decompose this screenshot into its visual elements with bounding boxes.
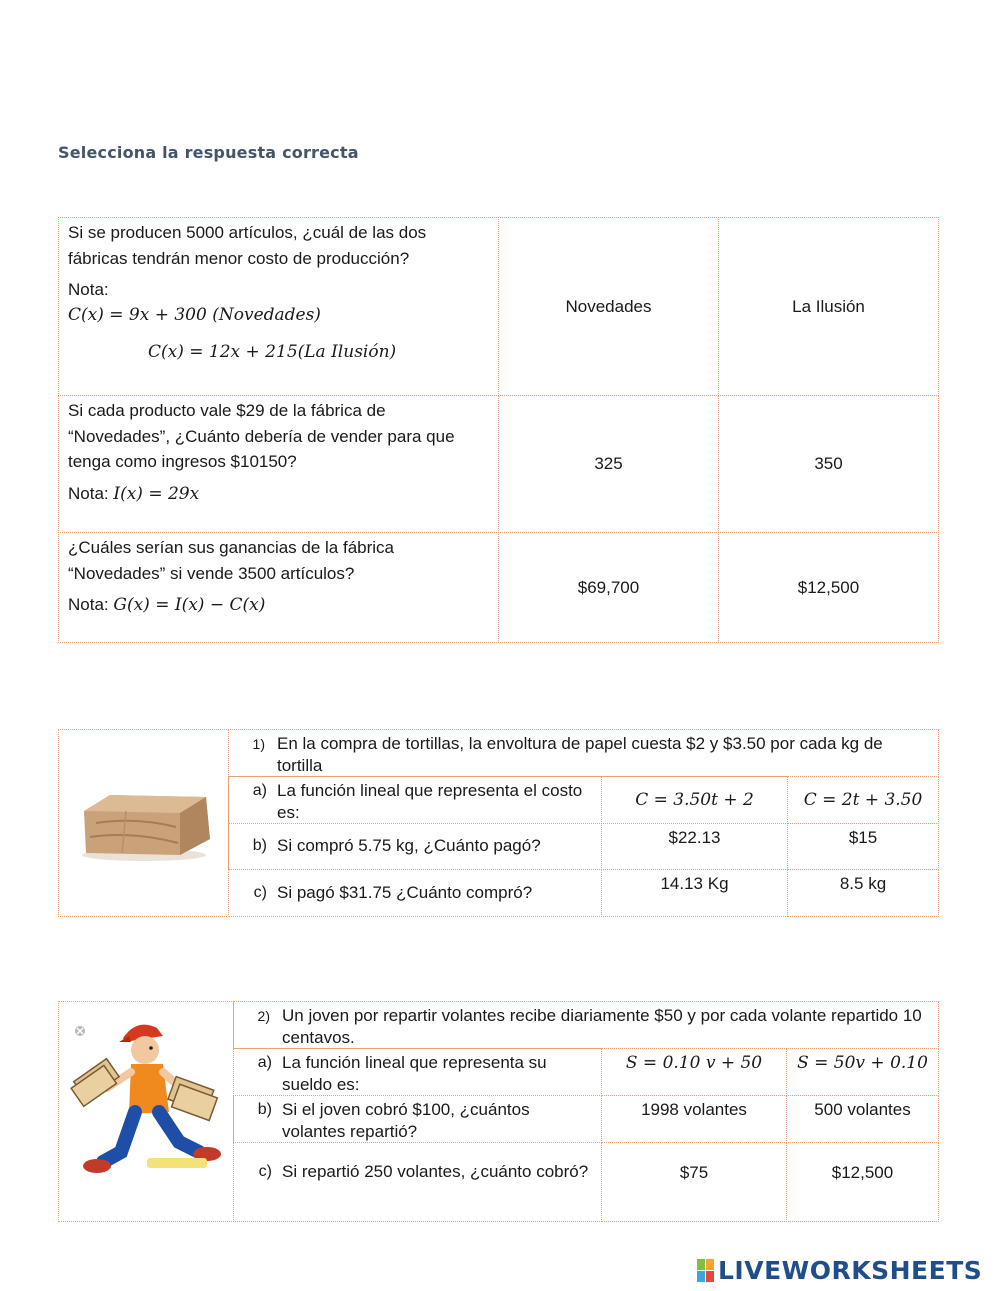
answer-option[interactable]: [601, 1095, 787, 1143]
letter-label: a): [257, 1054, 272, 1071]
formula-income: I(x) = 29x: [113, 483, 200, 504]
sub-question-text: La función lineal que representa su sueldo es:: [282, 1053, 547, 1094]
sub-question-b: [233, 1095, 602, 1143]
option-label: S = 0.10 v + 50: [625, 1053, 763, 1073]
option-label: 1998 volantes: [641, 1100, 747, 1119]
logo-text: LIVEWORKSHEETS: [718, 1256, 983, 1285]
option-label: 14.13 Kg: [660, 874, 729, 893]
note-label: Nota:: [68, 595, 109, 614]
answer-option[interactable]: [786, 1048, 939, 1096]
option-label: $15: [848, 828, 878, 847]
letter-label: b): [252, 837, 267, 854]
answer-option[interactable]: [498, 532, 719, 643]
note-label: Nota:: [68, 483, 109, 503]
letter-label: a): [252, 782, 267, 799]
answer-option[interactable]: [601, 823, 788, 870]
answer-option[interactable]: [498, 217, 719, 396]
factory-questions-table: [58, 217, 939, 643]
option-label: $22.13: [668, 828, 721, 847]
answer-option[interactable]: [787, 869, 939, 917]
option-label: C = 3.50t + 2: [635, 790, 754, 810]
formula-profit: G(x) = I(x) − C(x): [113, 595, 266, 615]
sub-question-c: [228, 869, 602, 917]
liveworksheets-logo: [697, 1256, 982, 1285]
sub-question-text: Si compró 5.75 kg, ¿Cuánto pagó?: [277, 836, 541, 855]
sub-question-text: Si repartió 250 volantes, ¿cuánto cobró?: [282, 1162, 589, 1181]
answer-option[interactable]: [786, 1095, 939, 1143]
option-label: La Ilusión: [792, 296, 865, 316]
question-text: Si cada producto vale $29 de la fábrica de “Novedades”, ¿Cuánto debería de vender para que tenga como ingresos $10150?: [68, 401, 455, 471]
answer-option[interactable]: [718, 217, 939, 396]
option-label: C = 2t + 3.50: [803, 790, 923, 810]
question-text: Si se producen 5000 artículos, ¿cuál de las dos fábricas tendrán menor costo de producción?: [68, 223, 427, 268]
sub-question-text: Si pagó $31.75 ¿Cuánto compró?: [277, 883, 533, 902]
answer-option[interactable]: [601, 1048, 787, 1096]
option-label: $75: [679, 1163, 709, 1182]
answer-option[interactable]: [787, 776, 939, 824]
option-label: $12,500: [831, 1163, 894, 1182]
letter-label: b): [257, 1101, 272, 1118]
answer-option[interactable]: [498, 395, 719, 533]
delivery-boy-icon: [59, 1002, 229, 1217]
formula-novedades: C(x) = 9x + 300 (Novedades): [68, 304, 321, 325]
option-label: S = 50v + 0.10: [797, 1053, 928, 1073]
letter-label: c): [253, 884, 267, 901]
question-cell-2: [58, 395, 499, 533]
option-label: 325: [594, 454, 623, 473]
answer-option[interactable]: [601, 1142, 787, 1222]
paper-package-icon: [76, 783, 212, 863]
answer-option[interactable]: [787, 823, 939, 870]
paper-package-image: [58, 729, 229, 917]
formula-la-ilusion: C(x) = 12x + 215(La Ilusión): [148, 342, 397, 362]
option-label: 500 volantes: [814, 1100, 911, 1119]
sub-question-text: Si el joven cobró $100, ¿cuántos volantes repartió?: [282, 1100, 530, 1141]
delivery-boy-image: [58, 1001, 234, 1222]
tortillas-table: [58, 729, 939, 917]
sub-question-a: [233, 1048, 602, 1096]
problem-text: En la compra de tortillas, la envoltura de papel cuesta $2 y $3.50 por cada kg de tortilla: [277, 734, 883, 775]
answer-option[interactable]: [601, 776, 788, 824]
problem-statement: [233, 1001, 939, 1049]
option-label: Novedades: [565, 296, 652, 316]
logo-blocks-icon: [697, 1259, 714, 1282]
answer-option[interactable]: [601, 869, 788, 917]
note-label: Nota:: [68, 280, 109, 299]
problem-text: Un joven por repartir volantes recibe diariamente $50 y por cada volante repartido 10 centavos.: [282, 1006, 922, 1047]
answer-option[interactable]: [786, 1142, 939, 1222]
option-label: 350: [814, 454, 843, 473]
problem-statement: [228, 729, 939, 777]
letter-label: c): [258, 1163, 272, 1180]
problem-number: 1): [252, 736, 265, 752]
volantes-table: [58, 1001, 939, 1222]
question-cell-3: [58, 532, 499, 643]
question-cell-1: [58, 217, 499, 396]
sub-question-a: [228, 776, 602, 824]
answer-option[interactable]: [718, 532, 939, 643]
answer-option[interactable]: [718, 395, 939, 533]
option-label: 8.5 kg: [839, 874, 887, 893]
question-text: ¿Cuáles serían sus ganancias de la fábrica “Novedades” si vende 3500 artículos?: [68, 538, 395, 583]
option-label: $12,500: [797, 577, 860, 597]
sub-question-b: [228, 823, 602, 870]
sub-question-c: [233, 1142, 602, 1222]
page-heading: Selecciona la respuesta correcta: [58, 143, 359, 162]
problem-number: 2): [257, 1008, 270, 1024]
option-label: $69,700: [577, 577, 640, 597]
sub-question-text: La función lineal que representa el costo es:: [277, 781, 583, 822]
